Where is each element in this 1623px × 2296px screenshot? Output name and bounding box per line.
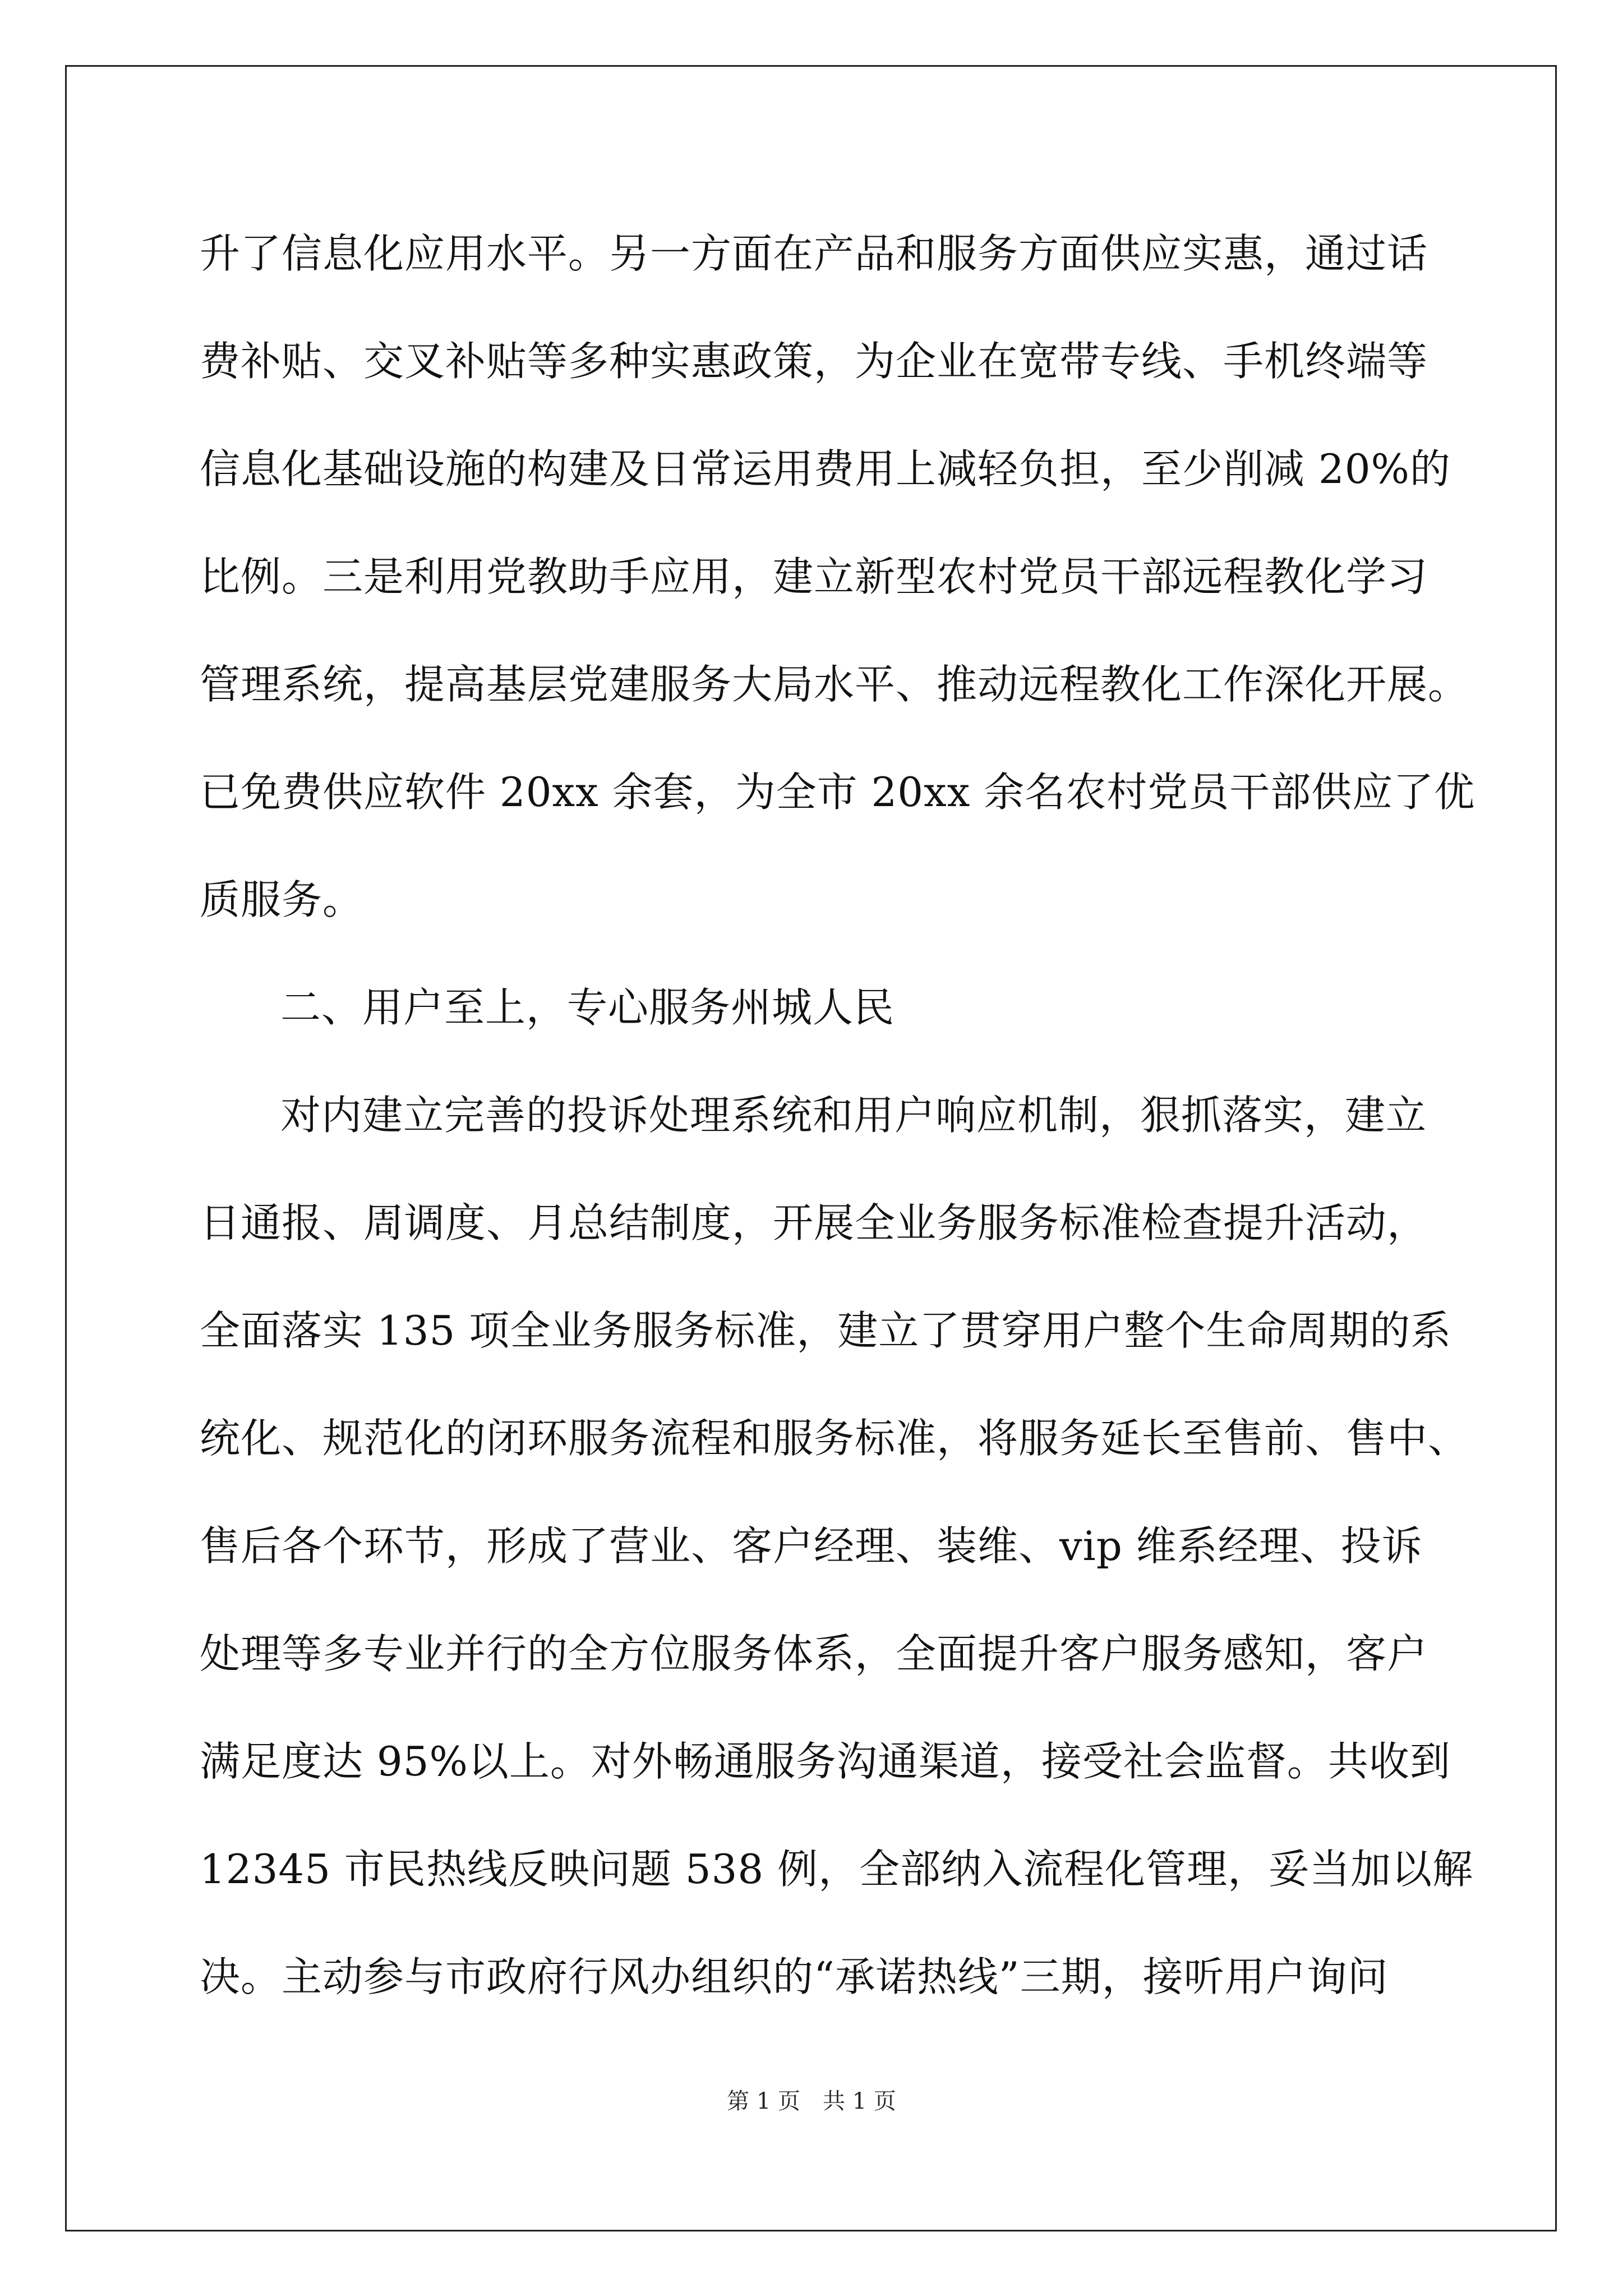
text-line: 处理等多专业并行的全方位服务体系，全面提升客户服务感知，客户 <box>200 1630 1428 1677</box>
text-line: 质服务。 <box>200 876 364 923</box>
section-heading: 二、用户至上，专心服务州城人民 <box>280 984 895 1031</box>
text-line: 统化、规范化的闭环服务流程和服务标准，将服务延长至售前、售中、 <box>200 1415 1469 1462</box>
text-line: 全面落实 135 项全业务服务标准，建立了贯穿用户整个生命周期的系 <box>200 1307 1452 1354</box>
text-line: 对内建立完善的投诉处理系统和用户响应机制，狠抓落实，建立 <box>280 1092 1427 1139</box>
text-line: 满足度达 95%以上。对外畅通服务沟通渠道，接受社会监督。共收到 <box>200 1738 1451 1785</box>
text-line: 日通报、周调度、月总结制度，开展全业务服务标准检查提升活动， <box>200 1199 1428 1246</box>
text-line: 已免费供应软件 20xx 余套，为全市 20xx 余名农村党员干部供应了优 <box>200 769 1476 816</box>
text-line: 12345 市民热线反映问题 538 例，全部纳入流程化管理，妥当加以解 <box>200 1846 1474 1893</box>
text-line: 售后各个环节，形成了营业、客户经理、装维、vip 维系经理、投诉 <box>200 1522 1423 1570</box>
page-number: 第 1 页 <box>727 2088 800 2114</box>
text-line: 管理系统，提高基层党建服务大局水平、推动远程教化工作深化开展。 <box>200 661 1469 708</box>
page-footer <box>0 2085 1623 2118</box>
text-line: 升了信息化应用水平。另一方面在产品和服务方面供应实惠，通过话 <box>200 230 1428 277</box>
total-pages: 共 1 页 <box>823 2088 896 2114</box>
text-line: 信息化基础设施的构建及日常运用费用上减轻负担，至少削减 20%的 <box>200 445 1451 493</box>
text-line: 费补贴、交叉补贴等多种实惠政策，为企业在宽带专线、手机终端等 <box>200 338 1428 385</box>
text-line: 决。主动参与市政府行风办组织的“承诺热线”三期，接听用户询问 <box>200 1953 1389 2000</box>
text-line: 比例。三是利用党教助手应用，建立新型农村党员干部远程教化学习 <box>200 553 1428 600</box>
